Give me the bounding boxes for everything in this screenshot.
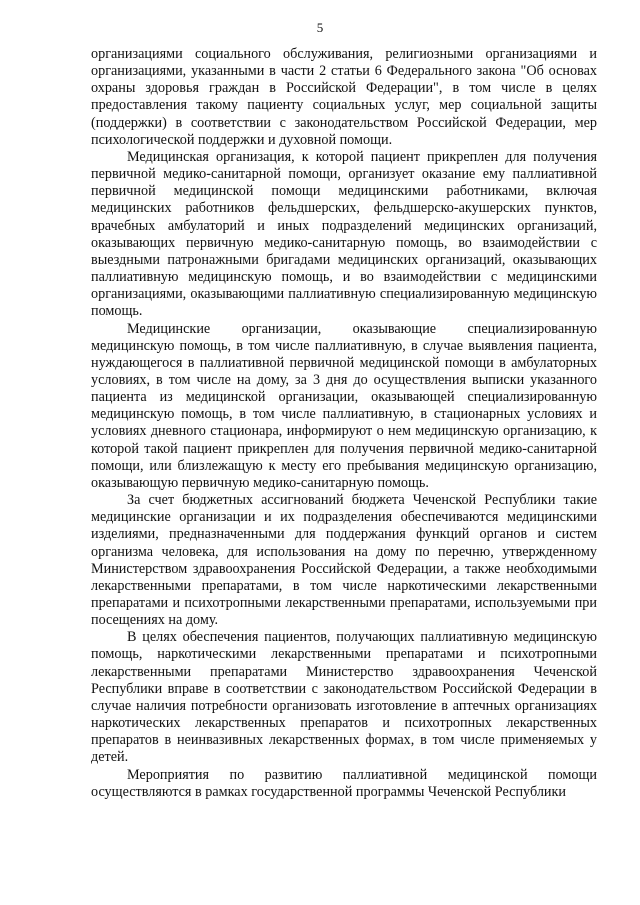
paragraph-budget-funding: За счет бюджетных ассигнований бюджета Чеченской Республики такие медицинские организации и их подразделения обеспечиваются медицинскими изделиями, предназначенными для поддержания функций органов и систем организма человека, для использования на дому по перечню, утвержденному Министерством здравоохранения Российской Федерации, а также необходимыми лекарственными препаратами, в том числе наркотическими лекарственными препаратами и психотропными лекарственными препаратами, используемыми при посещениях на дому. bbox=[91, 492, 597, 629]
paragraph-specialized-care: Медицинские организации, оказывающие специализированную медицинскую помощь, в том числе паллиативную, в случае выявления пациента, нуждающегося в паллиативной первичной медицинской помощи в амбулаторных условиях, в том числе на дому, за 3 дня до осуществления выписки указанного пациента из медицинской организации, оказывающей специализированную медицинскую помощь, в том числе паллиативную, в стационарных условиях и условиях дневного стационара, информируют о нем медицинскую организацию, к которой такой пациент прикреплен для получения первичной медико-санитарной помощи, или близлежащую к месту его пребывания медицинскую организацию, оказывающую первичную медико-санитарную помощь. bbox=[91, 320, 597, 491]
paragraph-narcotic-drugs: В целях обеспечения пациентов, получающих паллиативную медицинскую помощь, наркотическими лекарственными препаратами и психотропными лекарственными препаратами Министерство здравоохранения Чеченской Республики вправе в соответствии с законодательством Российской Федерации в случае наличия потребности организовать изготовление в аптечных организациях наркотических лекарственных препаратов и психотропных лекарственных препаратов в неинвазивных лекарственных формах, в том числе применяемых у детей. bbox=[91, 629, 597, 766]
document-body bbox=[91, 46, 597, 801]
paragraph-continuation: организациями социального обслуживания, религиозными организациями и организациями, указанными в части 2 статьи 6 Федерального закона "Об основах охраны здоровья граждан в Российской Федерации", в том числе в целях предоставления такому пациенту социальных услуг, мер социальной защиты (поддержки) в соответствии с законодательством Российской Федерации, мер психологической поддержки и духовной помощи. bbox=[91, 46, 597, 148]
paragraph-primary-care: Медицинская организация, к которой пациент прикреплен для получения первичной медико-санитарной помощи, организует оказание ему паллиативной первичной медицинской помощи медицинскими работниками, включая медицинских работников фельдшерских, фельдшерско-акушерских пунктов, врачебных амбулаторий и иных подразделений медицинских организаций, оказывающих первичную медико-санитарную помощь, во взаимодействии с выездными патронажными бригадами медицинских организаций, оказывающих паллиативную медицинскую помощь, и во взаимодействии с медицинскими организациями, оказывающими паллиативную специализированную медицинскую помощь. bbox=[91, 148, 597, 320]
paragraph-development-measures: Мероприятия по развитию паллиативной медицинской помощи осуществляются в рамках государственной программы Чеченской Республики bbox=[91, 766, 597, 800]
page-number: 5 bbox=[316, 20, 324, 35]
